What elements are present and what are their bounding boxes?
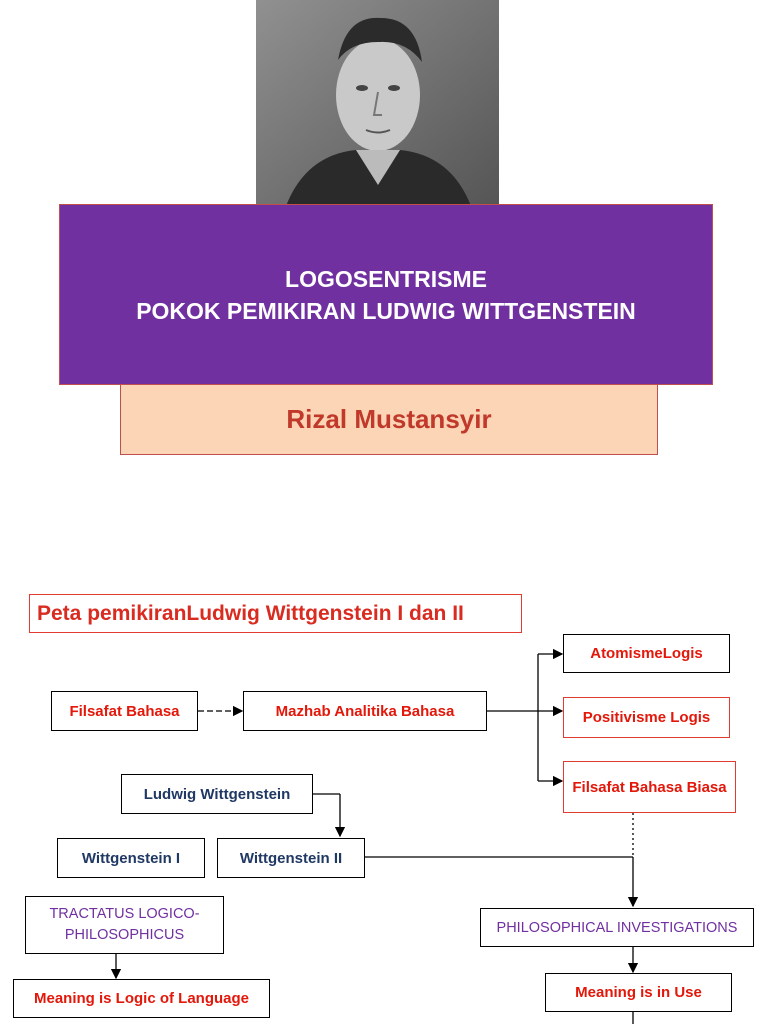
title-line-1: LOGOSENTRISME	[285, 265, 487, 292]
node-wittgenstein-2	[217, 838, 365, 878]
node-filsafat-bahasa	[51, 691, 198, 731]
map-heading	[29, 594, 522, 633]
node-meaning-use	[545, 973, 732, 1012]
node-tractatus	[25, 896, 224, 954]
node-ludwig	[121, 774, 313, 814]
node-filsafat-biasa	[563, 761, 736, 813]
node-mazhab	[243, 691, 487, 731]
node-meaning-logic-label: Meaning is Logic of Language	[33, 990, 249, 1007]
node-wittgenstein-2-label: Wittgenstein II	[239, 849, 343, 867]
node-investigations-label: PHILOSOPHICAL INVESTIGATIONS	[496, 919, 738, 936]
node-investigations	[480, 908, 754, 947]
node-atomisme-label: AtomismeLogis	[590, 645, 703, 662]
node-ludwig-label: Ludwig Wittgenstein	[143, 785, 291, 803]
node-meaning-logic	[13, 979, 270, 1018]
node-positivisme	[563, 697, 730, 738]
title-band	[59, 204, 713, 385]
portrait-photo	[256, 0, 499, 206]
node-wittgenstein-1-label: Wittgenstein I	[81, 849, 181, 867]
node-filsafat-bahasa-label: Filsafat Bahasa	[69, 702, 180, 720]
node-wittgenstein-1	[57, 838, 205, 878]
node-atomisme	[563, 634, 730, 673]
title-line-2: POKOK PEMIKIRAN LUDWIG WITTGENSTEIN	[136, 297, 636, 324]
node-meaning-use-label: Meaning is in Use	[575, 984, 702, 1001]
author-box	[120, 384, 658, 455]
portrait-figure	[256, 0, 499, 206]
node-mazhab-label: Mazhab Analitika Bahasa	[275, 702, 455, 720]
node-filsafat-biasa-label: Filsafat Bahasa Biasa	[572, 778, 727, 796]
node-positivisme-label: Positivisme Logis	[582, 709, 711, 726]
author-name: Rizal Mustansyir	[286, 404, 492, 434]
map-heading-text: Peta pemikiranLudwig Wittgenstein I dan II	[37, 601, 464, 625]
node-tractatus-label: TRACTATUS LOGICO-PHILOSOPHICUS	[49, 906, 200, 943]
